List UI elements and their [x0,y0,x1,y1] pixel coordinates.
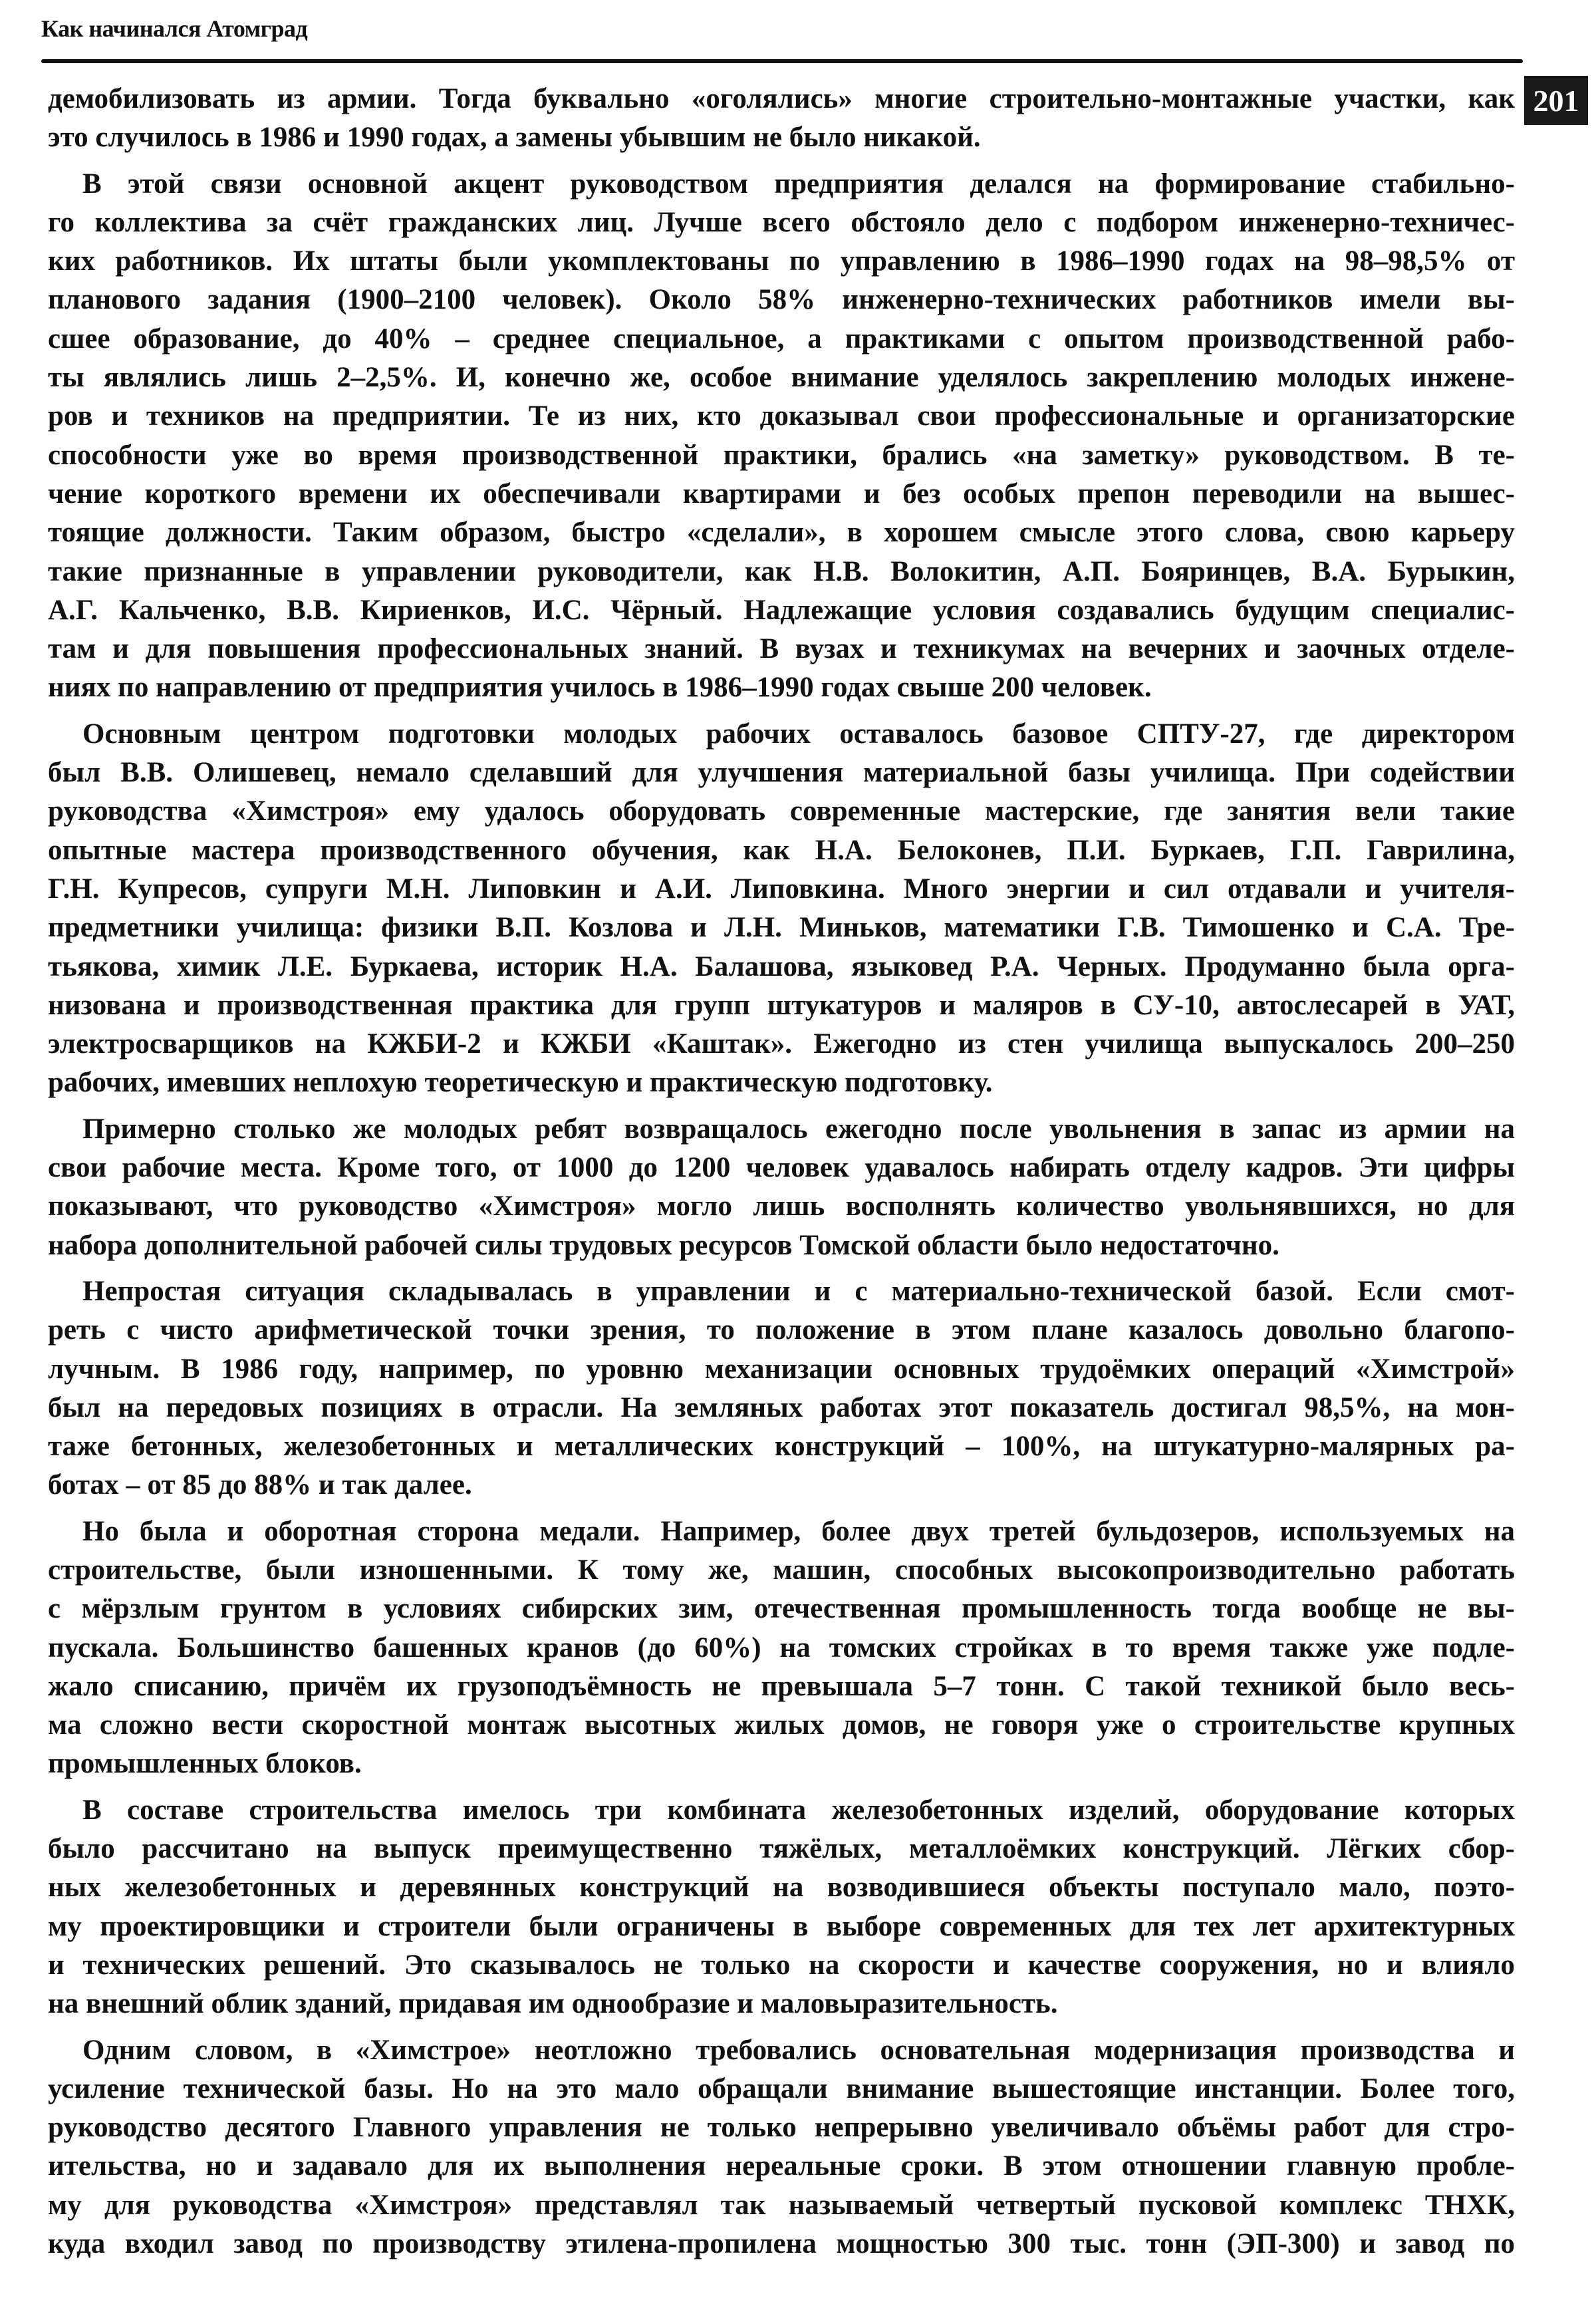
text-line: способности уже во время производственной практики, брались «на заметку» руководством. В те- [48,439,1515,471]
text-line: ительства, но и задавало для их выполнения нереальные сроки. В этом отношении главную пробле- [48,2150,1515,2182]
text-line: демобилизовать из армии. Тогда буквально «оголялись» многие строительно-монтажные участки, как [48,83,1515,114]
text-line: В составе строительства имелось три комбината железобетонных изделий, оборудование которых [82,1794,1515,1826]
text-line: и технических решений. Это сказывалось не только на скорости и качестве сооружения, но и влияло [48,1949,1515,1981]
text-line: это случилось в 1986 и 1990 годах, а замены убывшим не было никакой. [48,122,981,154]
text-line: пускала. Большинство башенных кранов (до 60%) на томских стройках в то время также уже подле- [48,1632,1515,1663]
text-line: предметники училища: физики В.П. Козлова и Л.Н. Миньков, математики Г.В. Тимошенко и С.А. Тре- [48,912,1515,944]
text-line: чение короткого времени их обеспечивали квартирами и без особых препон переводили на вышес- [48,478,1515,509]
text-line: сшее образование, до 40% – среднее специальное, а практиками с опытом производственной рабо- [48,323,1515,355]
text-line: Но была и оборотная сторона медали. Например, более двух третей бульдозеров, используемых на [82,1515,1515,1547]
text-line: с мёрзлым грунтом в условиях сибирских зим, отечественная промышленность тогда вообще не вы- [48,1593,1515,1625]
text-line: му проектировщики и строители были ограничены в выборе современных для тех лет архитектурных [48,1910,1515,1942]
paragraph [48,165,1515,708]
text-line: ботах – от 85 до 88% и так далее. [48,1469,472,1501]
text-line: руководство десятого Главного управления не только непрерывно увеличивало объёмы работ для стро- [48,2112,1515,2144]
text-line: свои рабочие места. Кроме того, от 1000 до 1200 человек удавалось набирать отделу кадров. Эти цифры [48,1152,1515,1184]
text-line: опытные мастера производственного обучения, как Н.А. Белоконев, П.И. Буркаев, Г.П. Гаврилина, [48,834,1515,866]
paragraph [48,1110,1515,1265]
text-line: ма сложно вести скоростной монтаж высотных жилых домов, не говоря уже о строительстве крупных [48,1709,1515,1741]
text-line: электросварщиков на КЖБИ-2 и КЖБИ «Каштак». Ежегодно из стен училища выпускалось 200–250 [48,1028,1515,1060]
text-line: было рассчитано на выпуск преимущественно тяжёлых, металлоёмких конструкций. Лёгких сбор- [48,1833,1515,1865]
text-line: руководства «Химстроя» ему удалось оборудовать современные мастерские, где занятия вели такие [48,795,1515,827]
text-line: го коллектива за счёт гражданских лиц. Лучше всего обстояло дело с подбором инженерно-техничес- [48,206,1515,238]
text-line: планового задания (1900–2100 человек). Около 58% инженерно-технических работников имели вы- [48,284,1515,316]
page-number: 201 [1524,76,1588,125]
text-line: рабочих, имевших неплохую теоретическую и практическую подготовку. [48,1067,993,1099]
text-line: ниях по направлению от предприятия училось в 1986–1990 годах свыше 200 человек. [48,672,1152,704]
text-line: был В.В. Олишевец, немало сделавший для улучшения материальной базы училища. При содействии [48,757,1515,789]
text-line: А.Г. Кальченко, В.В. Кириенков, И.С. Чёрный. Надлежащие условия создавались будущим специалис- [48,594,1515,626]
text-line: ты являлись лишь 2–2,5%. И, конечно же, особое внимание уделялось закреплению молодых инжене- [48,362,1515,394]
text-line: Непростая ситуация складывалась в управлении и с материально-технической базой. Если смот- [82,1275,1515,1307]
text-line: набора дополнительной рабочей силы трудовых ресурсов Томской области было недостаточно. [48,1229,1279,1261]
text-line: на внешний облик зданий, придавая им однообразие и маловыразительность. [48,1988,1058,2020]
paragraph [48,2031,1515,2264]
paragraph [48,1791,1515,2024]
text-line: лучным. В 1986 году, например, по уровню механизации основных трудоёмких операций «Химстрой» [48,1353,1515,1385]
text-line: усиление технической базы. Но на это мало обращали внимание вышестоящие инстанции. Более того, [48,2073,1515,2104]
header-rule [41,59,1523,63]
text-line: Одним словом, в «Химстрое» неотложно требовались основательная модернизация производства и [82,2034,1515,2066]
text-line: Примерно столько же молодых ребят возвращалось ежегодно после увольнения в запас из армии на [82,1113,1515,1145]
text-line: строительстве, были изношенными. К тому же, машин, способных высокопроизводительно работать [48,1554,1515,1586]
text-line: такие признанные в управлении руководители, как Н.В. Волокитин, А.П. Бояринцев, В.А. Бурыкин, [48,555,1515,587]
text-line: там и для повышения профессиональных знаний. В вузах и техникумах на вечерних и заочных отделе- [48,633,1515,665]
text-line: ров и техников на предприятии. Те из них, кто доказывал свои профессиональные и организаторские [48,400,1515,432]
text-line: реть с чисто арифметической точки зрения, то положение в этом плане казалось довольно благопо- [48,1314,1515,1346]
text-line: му для руководства «Химстроя» представлял так называемый четвертый пусковой комплекс ТНХК, [48,2189,1515,2221]
body-text [48,80,1515,2271]
text-line: ных железобетонных и деревянных конструкций на возводившиеся объекты поступало мало, поэто- [48,1872,1515,1904]
paragraph [48,715,1515,1103]
paragraph [48,80,1515,158]
text-line: промышленных блоков. [48,1748,362,1780]
text-line: жало списанию, причём их грузоподъёмность не превышала 5–7 тонн. С такой техникой было весь- [48,1670,1515,1702]
text-line: Г.Н. Купресов, супруги М.Н. Липовкин и А.И. Липовкина. Много энергии и сил отдавали и учителя- [48,873,1515,905]
paragraph [48,1512,1515,1784]
text-line: тоящие должности. Таким образом, быстро «сделали», в хорошем смысле этого слова, свою карьеру [48,517,1515,549]
text-line: тьякова, химик Л.Е. Буркаева, историк Н.А. Балашова, языковед Р.А. Черных. Продуманно была орга- [48,950,1515,982]
text-line: В этой связи основной акцент руководством предприятия делался на формирование стабильно- [82,168,1515,200]
text-line: ких работников. Их штаты были укомплектованы по управлению в 1986–1990 годах на 98–98,5% от [48,245,1515,277]
running-head-title: Как начинался Атомград [41,15,308,42]
text-line: Основным центром подготовки молодых рабочих оставалось базовое СПТУ-27, где директором [82,718,1515,750]
text-line: низована и производственная практика для групп штукатуров и маляров в СУ-10, автослесарей в УАТ, [48,989,1515,1021]
text-line: показывают, что руководство «Химстроя» могло лишь восполнять количество увольнявшихся, но для [48,1191,1515,1223]
text-line: таже бетонных, железобетонных и металлических конструкций – 100%, на штукатурно-малярных ра- [48,1431,1515,1463]
paragraph [48,1272,1515,1505]
text-line: куда входил завод по производству этилена-пропилена мощностью 300 тыс. тонн (ЭП-300) и завод по [48,2228,1515,2260]
text-line: был на передовых позициях в отрасли. На земляных работах этот показатель достигал 98,5%, на мон- [48,1391,1515,1423]
